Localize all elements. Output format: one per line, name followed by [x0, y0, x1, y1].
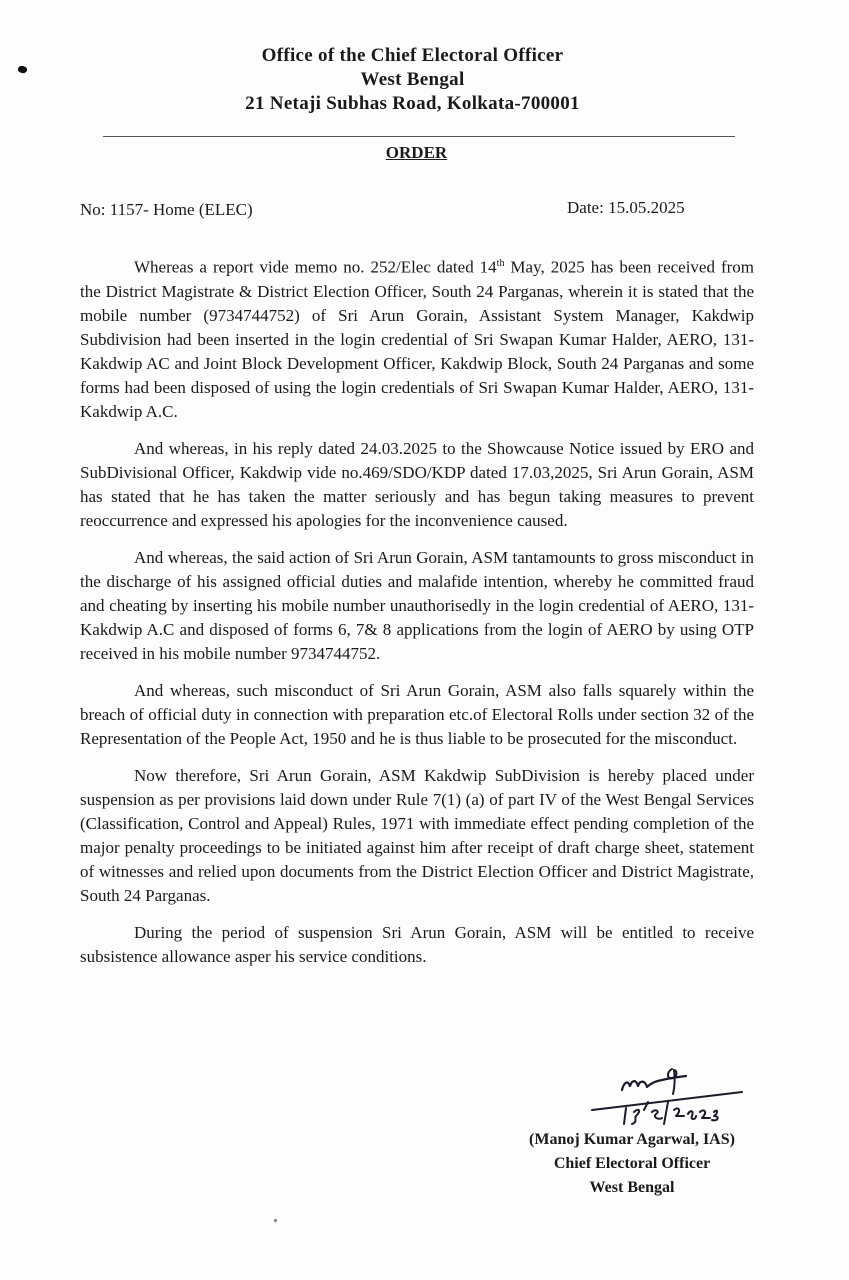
reference-date: Date: 15.05.2025: [567, 198, 685, 217]
office-name: Office of the Chief Electoral Officer: [261, 45, 564, 66]
header-divider: [103, 136, 735, 137]
paragraph: And whereas, in his reply dated 24.03.2025 to the Showcause Notice issued by ERO and SubDivisional Officer, Kakdwip vide no.469/SDO/KDP dated 17.03,2025, Sri Arun Gorain, ASM has stated that he has taken the matter seriously and has begun taking measures to prevent reoccurrence and expressed his apologies for the inconvenience caused.: [80, 438, 754, 530]
signatory-office: West Bengal: [589, 1179, 675, 1196]
signature-block: [506, 1128, 758, 1200]
office-address: 21 Netaji Subhas Road, Kolkata-700001: [245, 93, 580, 114]
order-title: ORDER: [385, 143, 448, 162]
signatory-name: (Manoj Kumar Agarwal, IAS): [529, 1131, 735, 1148]
paragraph: During the period of suspension Sri Arun Gorain, ASM will be entitled to receive subsistence allowance asper his service conditions.: [80, 922, 754, 966]
paragraph: Whereas a report vide memo no. 252/Elec dated 14th May, 2025 has been received from the District Magistrate & District Election Officer, South 24 Parganas, wherein it is stated that the mobile number (9734744752) of Sri Arun Gorain, Assistant System Manager, Kakdwip Subdivision had been inserted in the login credential of Sri Swapan Kumar Halder, AERO, 131-Kakdwip AC and Joint Block Development Officer, Kakdwip Block, South 24 Parganas and some forms had been disposed of using the login credentials of Sri Swapan Kumar Halder, AERO, 131- Kakdwip A.C.: [80, 257, 754, 421]
order-body: [80, 252, 754, 982]
reference-number: No: 1157- Home (ELEC): [80, 200, 253, 219]
handwritten-signature: [578, 1066, 754, 1130]
ordinal-suffix: th: [496, 258, 505, 269]
paper-speck: [274, 1219, 277, 1222]
paragraph: And whereas, the said action of Sri Arun Gorain, ASM tantamounts to gross misconduct in the discharge of his assigned official duties and malafide intention, whereby he committed fraud and cheating by inserting his mobile number unauthorisedly in the login credential of AERO, 131- Kakdwip A.C and disposed of forms 6, 7& 8 applications from the login of AERO by using OTP received in his mobile number 9734744752.: [80, 547, 754, 663]
paragraph: Now therefore, Sri Arun Gorain, ASM Kakdwip SubDivision is hereby placed under suspension as per provisions laid down under Rule 7(1) (a) of part IV of the West Bengal Services (Classification, Control and Appeal) Rules, 1971 with immediate effect pending completion of the major penalty proceedings to be initiated against him after receipt of draft charge sheet, statement of witnesses and relied upon documents from the District Election Officer and District Magistrate, South 24 Parganas.: [80, 765, 754, 905]
state-name: West Bengal: [360, 69, 465, 90]
letterhead: [0, 44, 849, 116]
signatory-designation: Chief Electoral Officer: [553, 1155, 711, 1172]
paragraph: And whereas, such misconduct of Sri Arun Gorain, ASM also falls squarely within the breach of official duty in connection with preparation etc.of Electoral Rolls under section 32 of the Representation of the People Act, 1950 and he is thus liable to be prosecuted for the misconduct.: [80, 680, 754, 748]
